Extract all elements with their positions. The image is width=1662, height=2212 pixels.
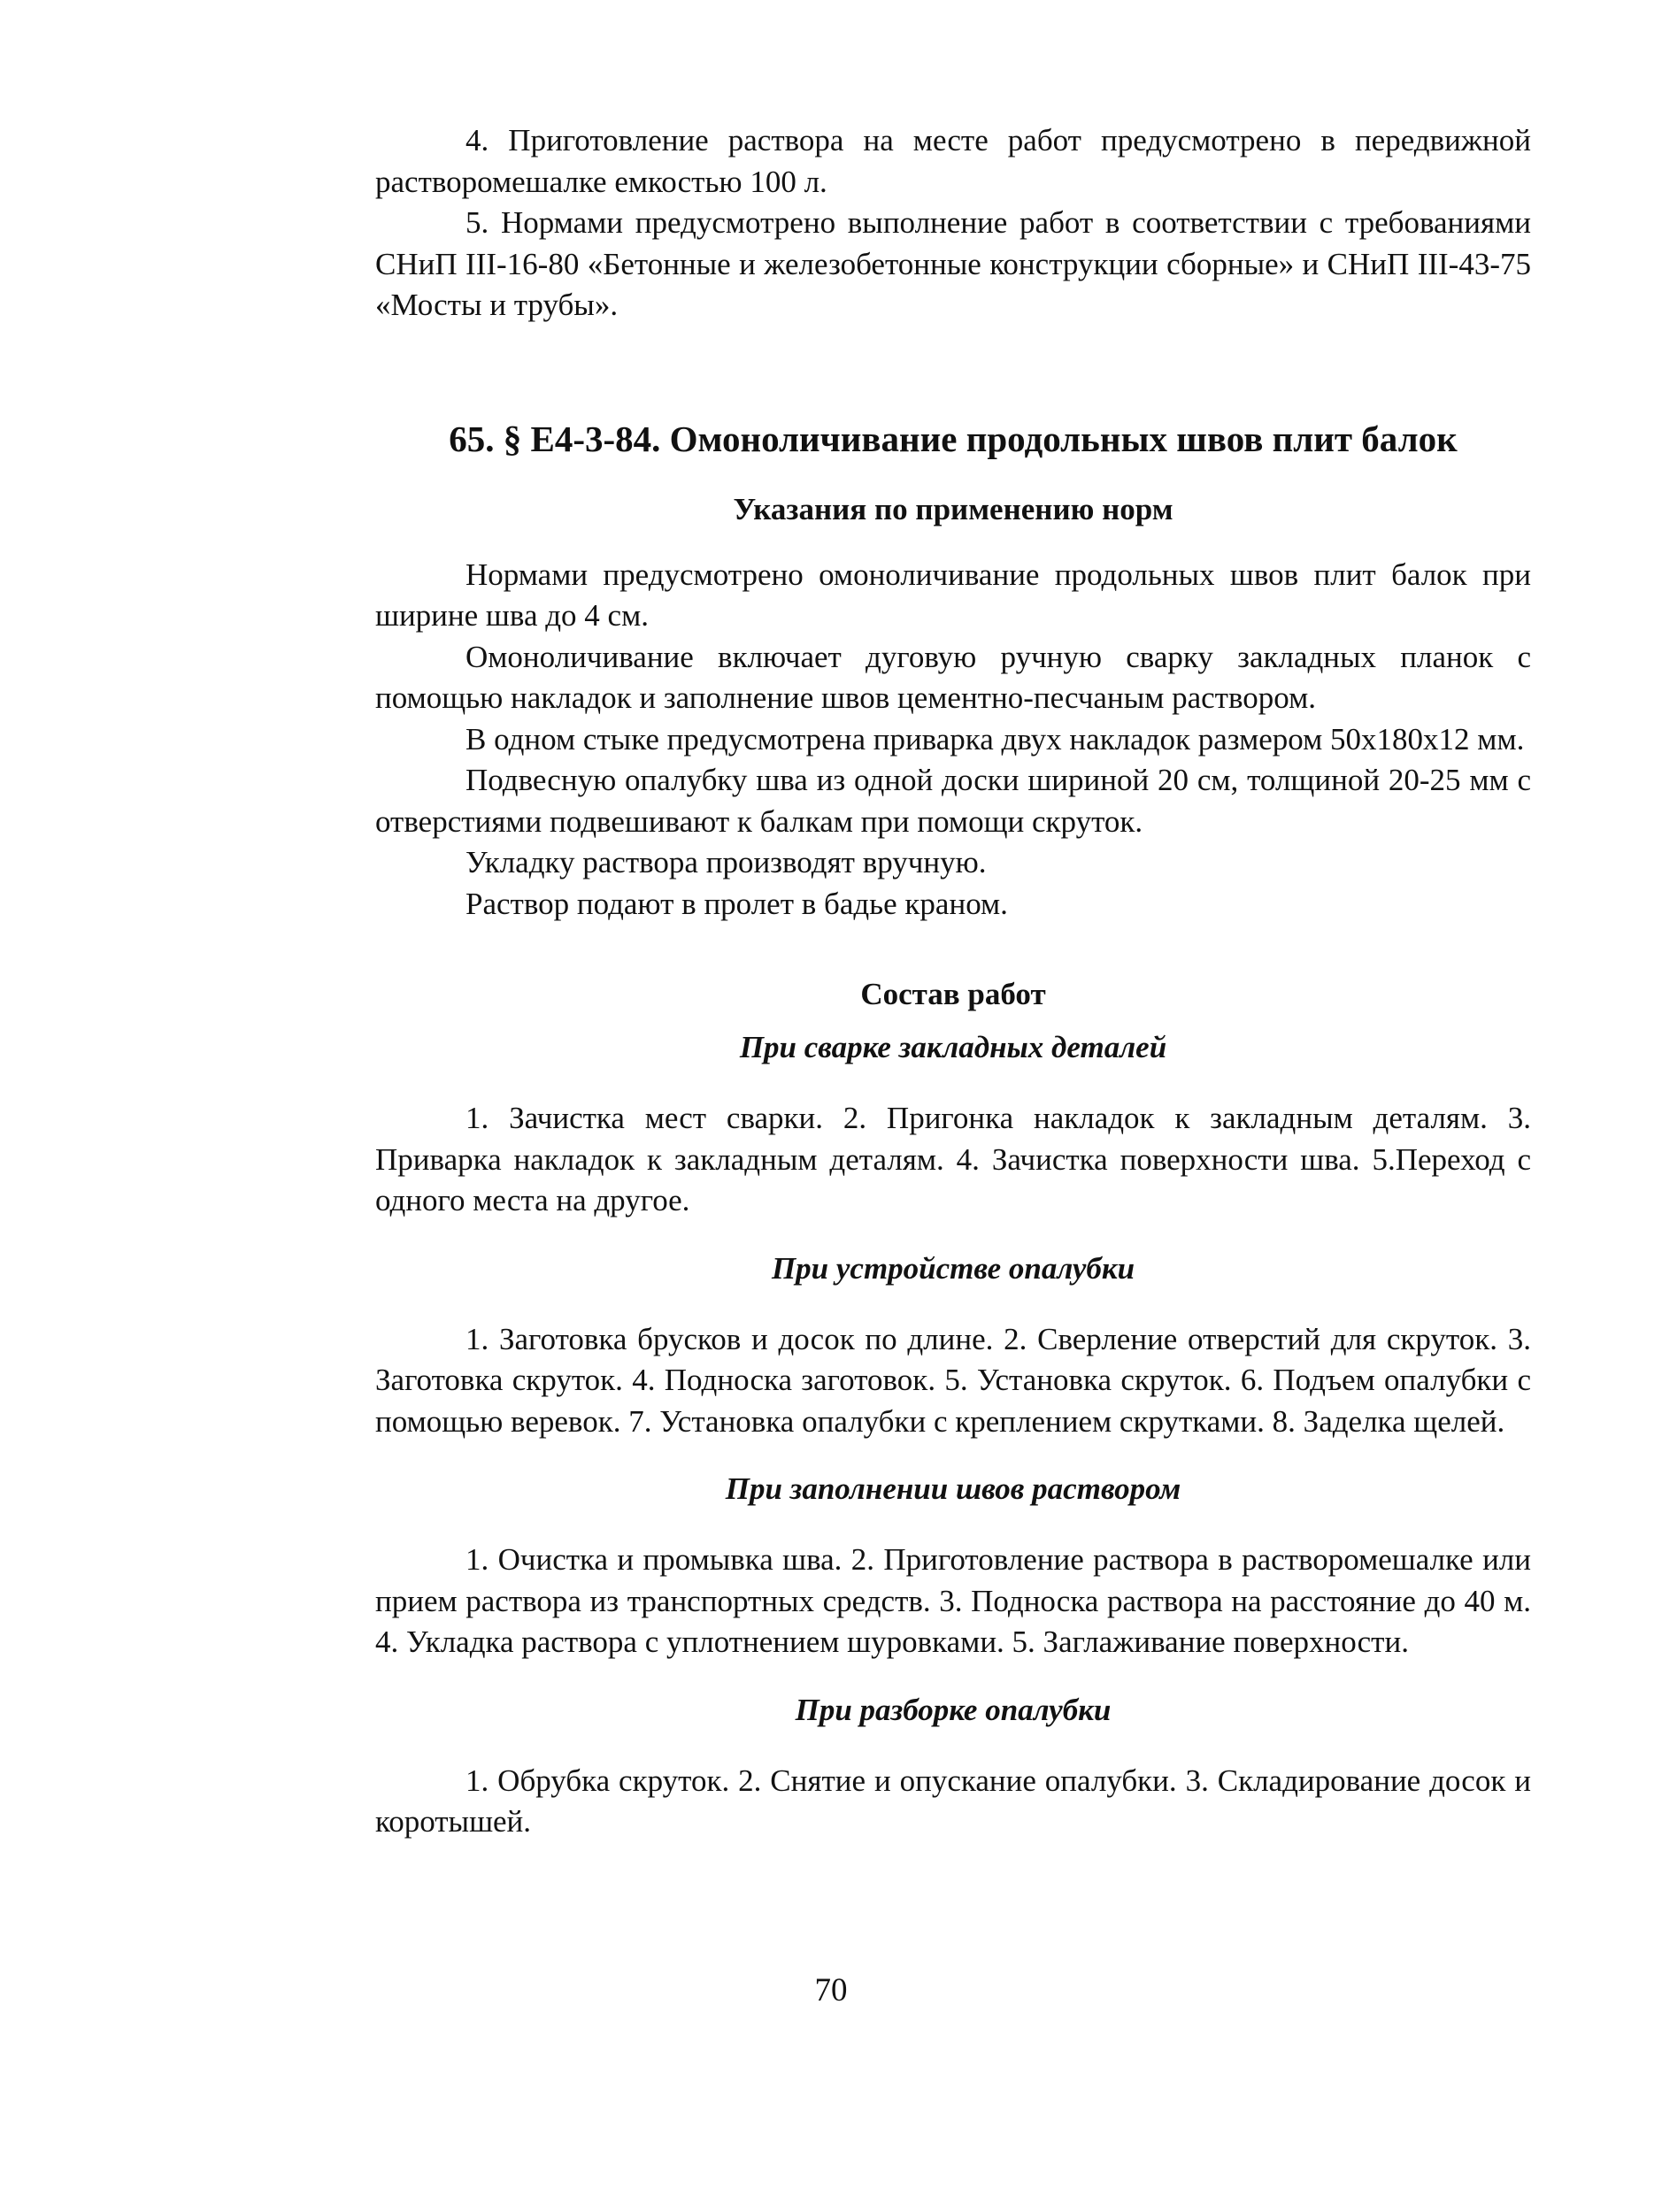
guideline-paragraph: В одном стыке предусмотрена приварка двух накладок размером 50х180х12 мм. xyxy=(466,721,1525,757)
document-page xyxy=(375,120,1531,1843)
section-title: 65. § Е4-3-84. Омоноличивание продольных швов плит балок xyxy=(449,418,1458,459)
guideline-paragraph: Омоноличивание включает дуговую ручную сварку закладных планок с помощью накладок и заполнение швов цементно-песчаным раствором. xyxy=(375,639,1531,715)
works-subtitle-formwork-removal: При разборке опалубки xyxy=(795,1692,1112,1727)
works-subtitle-seam-filling: При заполнении швов раствором xyxy=(725,1471,1181,1506)
guideline-paragraph: Нормами предусмотрено омоноличивание продольных швов плит балок при ширине шва до 4 см. xyxy=(375,557,1531,633)
works-text-formwork-install: 1. Заготовка брусков и досок по длине. 2. Сверление отверстий для скруток. 3. Заготовка скруток. 4. Подноска заготовок. 5. Установка скруток. 6. Подъем опалубки с помощью веревок. 7. Установка опалубки с креплением скрутками. 8. Заделка щелей. xyxy=(375,1321,1531,1439)
works-heading: Состав работ xyxy=(860,977,1046,1011)
works-subtitle-welding: При сварке закладных деталей xyxy=(739,1030,1167,1064)
intro-paragraph-4: 4. Приготовление раствора на месте работ предусмотрено в передвижной растворомешалке емкостью 100 л. xyxy=(375,123,1531,199)
works-subtitle-formwork-install: При устройстве опалубки xyxy=(771,1250,1135,1286)
guideline-paragraph: Раствор подают в пролет в бадье краном. xyxy=(466,886,1008,921)
page-number: 70 xyxy=(814,1972,848,2008)
works-text-welding: 1. Зачистка мест сварки. 2. Пригонка накладок к закладным деталям. 3. Приварка накладок к закладным деталям. 4. Зачистка поверхности шва. 5.Переход с одного места на другое. xyxy=(375,1101,1531,1217)
intro-paragraph-5: 5. Нормами предусмотрено выполнение работ в соответствии с требованиями СНиП III-16-80 «Бетонные и железобетонные конструкции сборные» и СНиП III-43-75 «Мосты и трубы». xyxy=(375,205,1531,322)
guideline-paragraph: Укладку раствора производят вручную. xyxy=(466,845,987,879)
guideline-paragraph: Подвесную опалубку шва из одной доски шириной 20 см, толщиной 20-25 мм с отверстиями подвешивают к балкам при помощи скруток. xyxy=(375,763,1531,839)
works-text-formwork-removal: 1. Обрубка скруток. 2. Снятие и опускание опалубки. 3. Складирование досок и коротышей. xyxy=(375,1763,1531,1839)
guidelines-heading: Указания по применению норм xyxy=(733,491,1173,526)
works-text-seam-filling: 1. Очистка и промывка шва. 2. Приготовление раствора в растворомешалке или прием раствора из транспортных средств. 3. Подноска раствора на расстояние до 40 м. 4. Укладка раствора с уплотнением шуровками. 5. Заглаживание поверхности. xyxy=(375,1542,1531,1659)
